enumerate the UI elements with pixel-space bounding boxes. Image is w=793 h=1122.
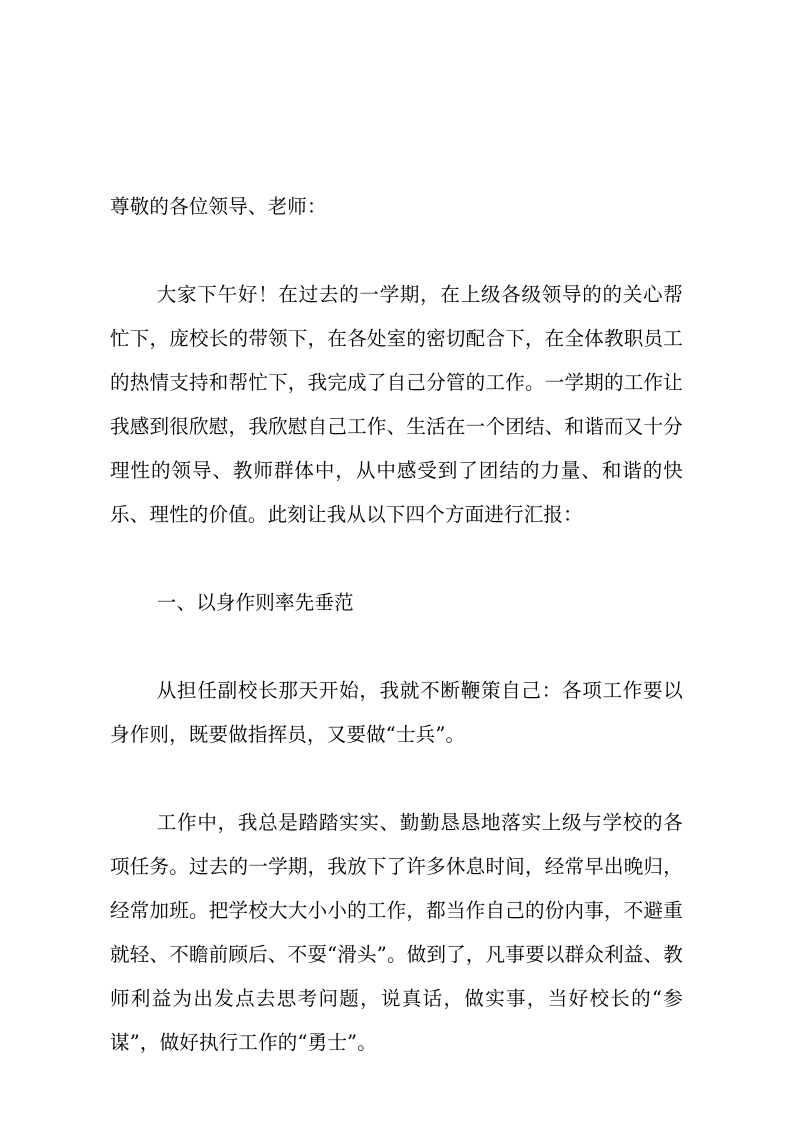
paragraph-spacer [110, 537, 683, 581]
paragraph-opening-remarks: 大家下午好！在过去的一学期，在上级各级领导的的关心帮忙下，庞校长的带领下，在各处室的密切配合下，在全体教职员工的热情支持和帮忙下，我完成了自己分管的工作。一学期的工作让我感到很欣慰，我欣慰自己工作、生活在一个团结、和谐而又十分理性的领导、教师群体中，从中感受到了团结的力量、和谐的快乐、理性的价值。此刻让我从以下四个方面进行汇报： [110, 283, 683, 526]
paragraph-salutation: 尊敬的各位领导、老师： [110, 195, 327, 218]
paragraph-body-one: 从担任副校长那天开始，我就不断鞭策自己：各项工作要以身作则，既要做指挥员，又要做“士兵”。 [110, 679, 683, 746]
paragraph-body-two: 工作中，我总是踏踏实实、勤勤恳恳地落实上级与学校的各项任务。过去的一学期，我放下了许多休息时间，经常早出晚归，经常加班。把学校大大小小的工作，都当作自己的份内事，不避重就轻、不瞻前顾后、不耍“滑头”。做到了，凡事要以群众利益、教师利益为出发点去思考问题，说真话，做实事，当好校长的“参谋”，做好执行工作的“勇士”。 [110, 811, 683, 1054]
section-heading-one: 一、以身作则率先垂范 [156, 591, 354, 614]
paragraph-spacer [110, 625, 683, 669]
document-body [110, 185, 683, 1065]
paragraph-spacer [110, 229, 683, 273]
paragraph-spacer [110, 757, 683, 801]
